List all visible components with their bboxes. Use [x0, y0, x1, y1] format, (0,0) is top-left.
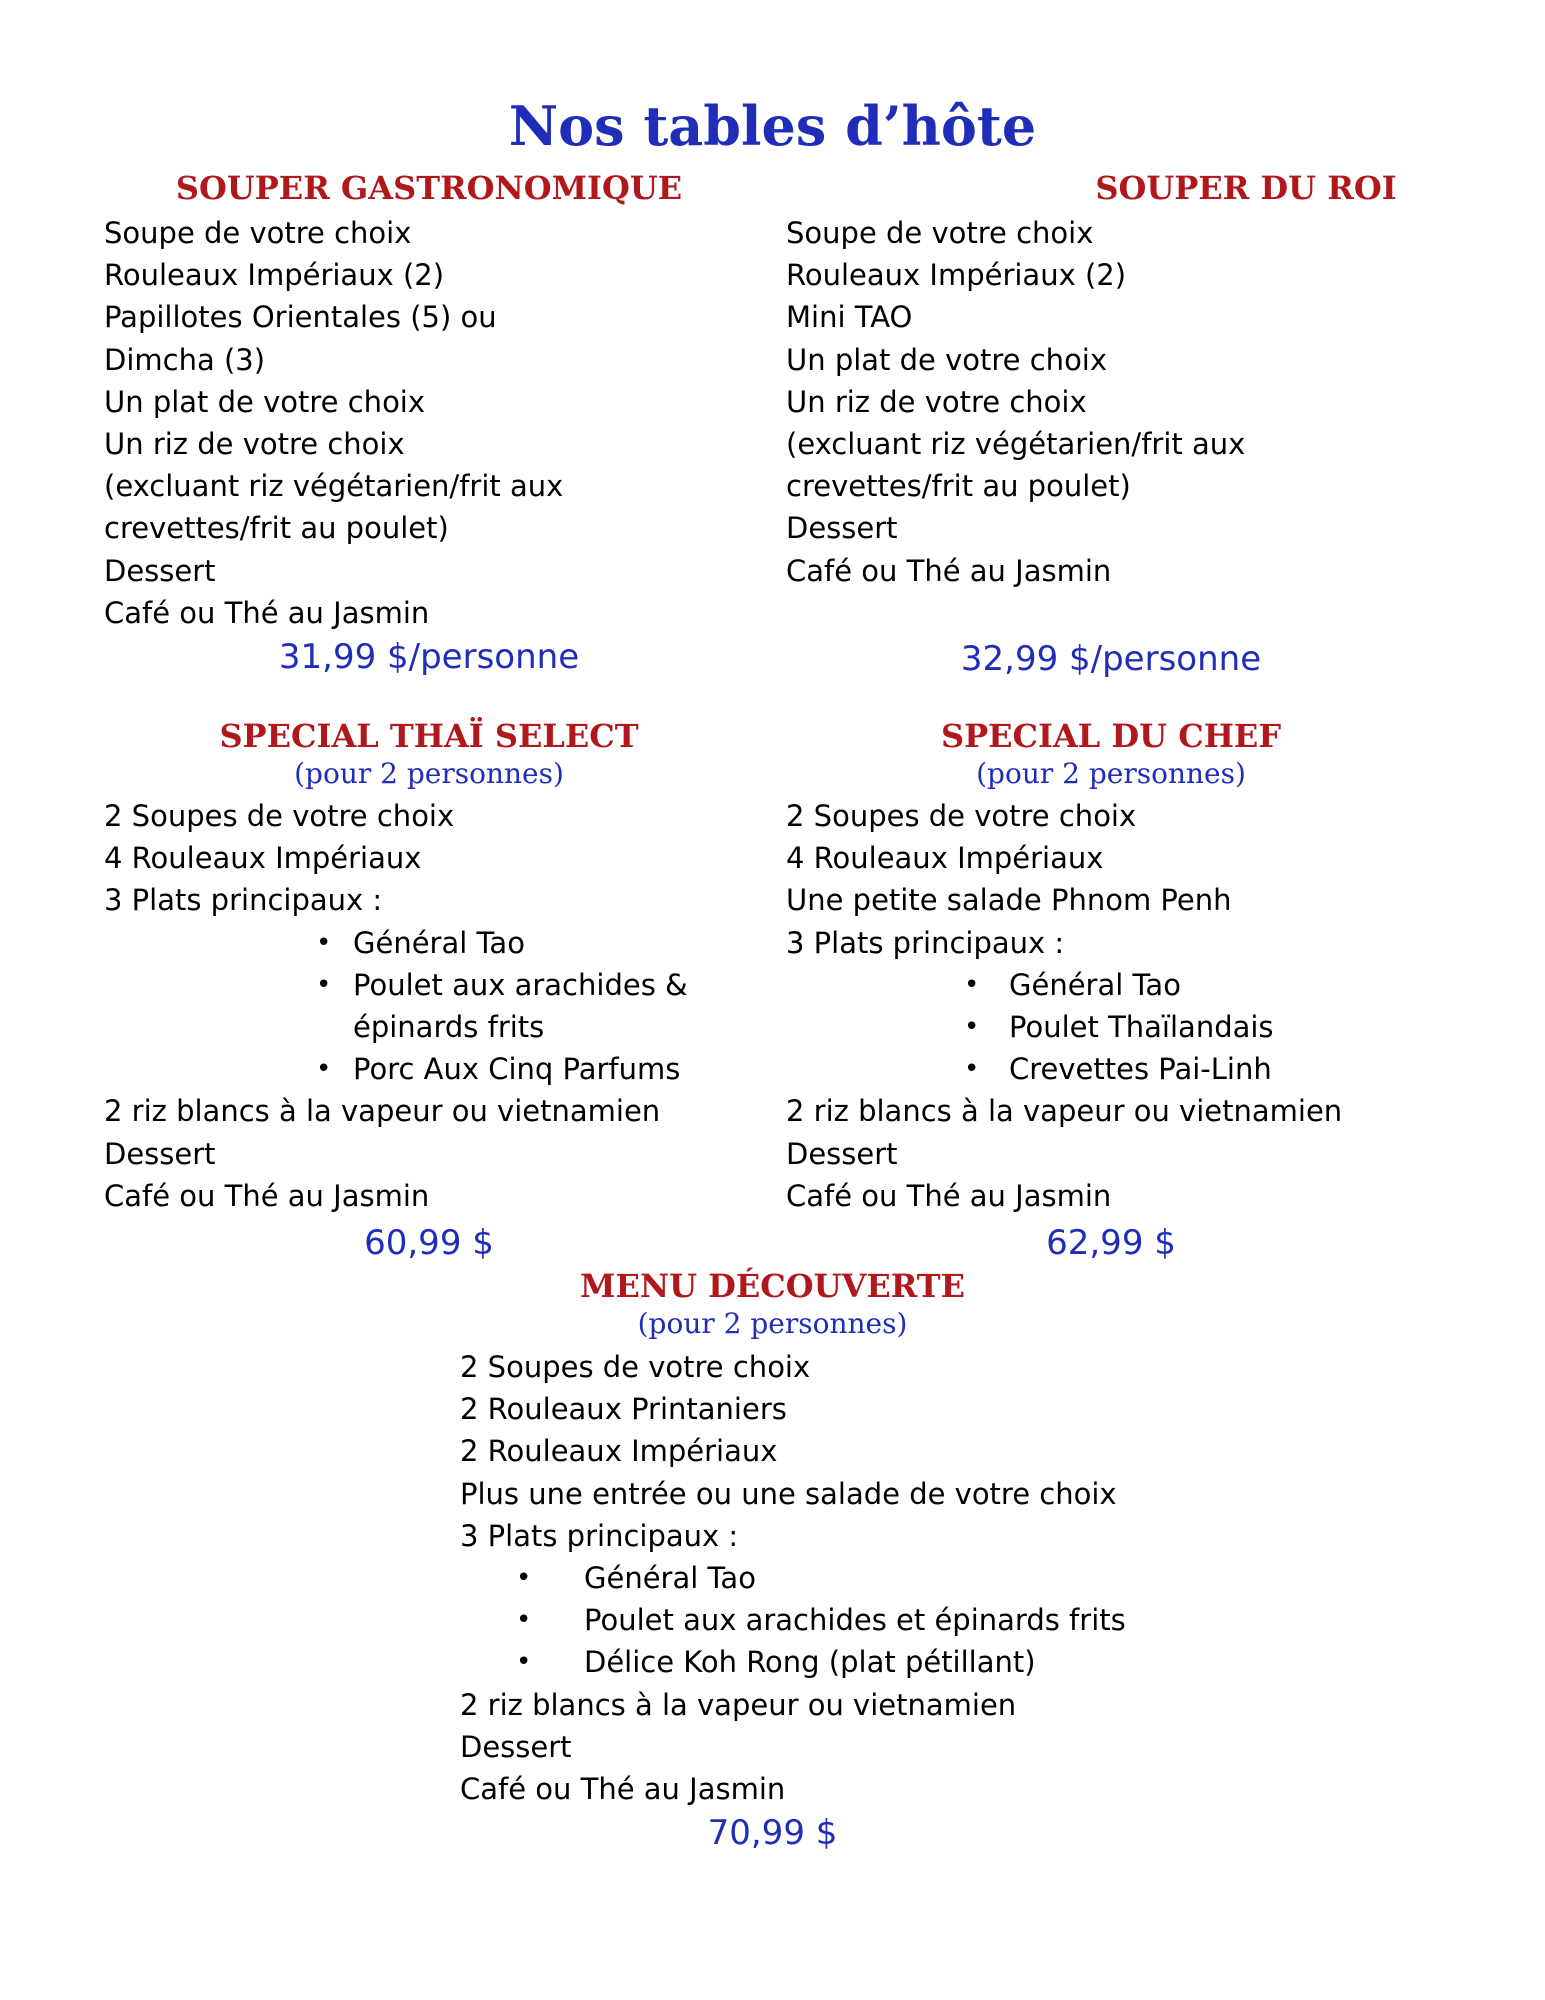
menu-item: Dessert: [104, 1136, 216, 1171]
menu-item: 2 Soupes de votre choix: [104, 799, 455, 833]
section-subtitle: (pour 2 personnes): [976, 757, 1246, 790]
menu-item: Dessert: [104, 553, 216, 588]
price: 70,99 $: [707, 1813, 838, 1853]
section-souper-du-roi: [786, 166, 1486, 592]
menu-item: 2 Rouleaux Impériaux: [460, 1434, 778, 1469]
menu-item: (excluant riz végétarien/frit aux: [104, 469, 564, 504]
section-heading: MENU DÉCOUVERTE: [580, 1267, 965, 1305]
menu-item-list: [104, 212, 754, 634]
menu-item: 4 Rouleaux Impériaux: [104, 841, 422, 876]
menu-item: Un riz de votre choix: [104, 427, 405, 462]
menu-item: 4 Rouleaux Impériaux: [786, 841, 1104, 876]
bullet-icon: •: [316, 969, 332, 1000]
bullet-item: [786, 964, 1486, 1006]
section-souper-gastronomique: [104, 166, 754, 680]
menu-item: Dessert: [786, 1136, 898, 1171]
price: 60,99 $: [364, 1223, 494, 1263]
bullet-item: [786, 1006, 1486, 1048]
bullet-item: [104, 964, 754, 1006]
bullet-icon: •: [316, 1054, 332, 1085]
menu-item: Dimcha (3): [104, 342, 266, 377]
bullet-text: épinards frits: [353, 1010, 545, 1045]
bullet-text: Général Tao: [584, 1561, 756, 1596]
menu-item: Dessert: [786, 511, 898, 546]
menu-item: Un riz de votre choix: [786, 384, 1087, 419]
section-menu-decouverte: [460, 1346, 1360, 1810]
menu-item: Soupe de votre choix: [786, 216, 1094, 250]
menu-item: Papillotes Orientales (5) ou: [104, 300, 497, 335]
bullet-text: Général Tao: [1009, 967, 1181, 1002]
menu-item: Café ou Thé au Jasmin: [786, 1178, 1112, 1213]
menu-item: 3 Plats principaux :: [786, 925, 1065, 960]
section-heading: SOUPER GASTRONOMIQUE: [175, 169, 683, 207]
menu-item-list: [786, 212, 1486, 592]
menu-item: Un plat de votre choix: [786, 342, 1108, 377]
menu-item: 2 Rouleaux Printaniers: [460, 1392, 787, 1427]
menu-item: 3 Plats principaux :: [104, 883, 383, 918]
menu-item: Un plat de votre choix: [104, 384, 426, 419]
bullet-text: Poulet aux arachides et épinards frits: [584, 1603, 1126, 1638]
menu-item: 2 Soupes de votre choix: [460, 1350, 811, 1384]
bullet-text: Poulet Thaïlandais: [1009, 1010, 1274, 1045]
bullet-icon: •: [516, 1563, 532, 1594]
menu-item: Café ou Thé au Jasmin: [104, 1178, 430, 1213]
menu-item: Rouleaux Impériaux (2): [786, 258, 1127, 293]
bullet-continuation: [104, 1006, 754, 1048]
bullet-text: Crevettes Pai-Linh: [1009, 1052, 1272, 1087]
section-heading: SPECIAL DU CHEF: [940, 717, 1282, 755]
price: 62,99 $: [1046, 1223, 1176, 1263]
bullet-icon: •: [964, 969, 980, 1000]
menu-item: Dessert: [460, 1729, 572, 1764]
bullet-icon: •: [964, 1012, 980, 1043]
bullet-item: [104, 1048, 754, 1090]
bullet-item: [104, 922, 754, 964]
bullet-icon: •: [516, 1605, 532, 1636]
menu-item: crevettes/frit au poulet): [786, 469, 1131, 504]
section-special-thai-select: [104, 795, 754, 1217]
bullet-text: Délice Koh Rong (plat pétillant): [584, 1645, 1036, 1680]
menu-item: Café ou Thé au Jasmin: [104, 595, 430, 630]
bullet-item: [460, 1641, 1360, 1683]
menu-item: Plus une entrée ou une salade de votre choix: [460, 1476, 1117, 1511]
bullet-text: Poulet aux arachides &: [353, 967, 688, 1002]
menu-item: Mini TAO: [786, 300, 913, 335]
bullet-icon: •: [516, 1647, 532, 1678]
bullet-item: [460, 1599, 1360, 1641]
page-title: Nos tables d’hôte: [508, 94, 1037, 158]
section-heading: SPECIAL THAÏ SELECT: [219, 717, 639, 755]
menu-item: Une petite salade Phnom Penh: [786, 883, 1232, 918]
menu-item: 3 Plats principaux :: [460, 1518, 739, 1553]
price: 32,99 $/personne: [960, 639, 1262, 679]
menu-item: 2 riz blancs à la vapeur ou vietnamien: [460, 1687, 1017, 1722]
price: 31,99 $/personne: [278, 637, 580, 678]
bullet-icon: •: [316, 927, 332, 958]
menu-item: 2 Soupes de votre choix: [786, 799, 1137, 833]
menu-item: Café ou Thé au Jasmin: [460, 1772, 786, 1807]
section-special-du-chef: [786, 795, 1486, 1217]
menu-item: 2 riz blancs à la vapeur ou vietnamien: [104, 1094, 661, 1129]
section-heading: SOUPER DU ROI: [1095, 169, 1397, 207]
menu-item: Soupe de votre choix: [104, 216, 412, 250]
menu-item: crevettes/frit au poulet): [104, 511, 449, 546]
menu-item: (excluant riz végétarien/frit aux: [786, 427, 1246, 462]
menu-item: 2 riz blancs à la vapeur ou vietnamien: [786, 1094, 1343, 1129]
bullet-item: [460, 1557, 1360, 1599]
menu-item: Rouleaux Impériaux (2): [104, 258, 445, 293]
bullet-text: Général Tao: [353, 925, 525, 960]
section-subtitle: (pour 2 personnes): [637, 1307, 908, 1340]
bullet-text: Porc Aux Cinq Parfums: [353, 1052, 681, 1087]
bullet-item: [786, 1048, 1486, 1090]
section-subtitle: (pour 2 personnes): [294, 757, 564, 790]
menu-item: Café ou Thé au Jasmin: [786, 553, 1112, 588]
bullet-icon: •: [964, 1054, 980, 1085]
